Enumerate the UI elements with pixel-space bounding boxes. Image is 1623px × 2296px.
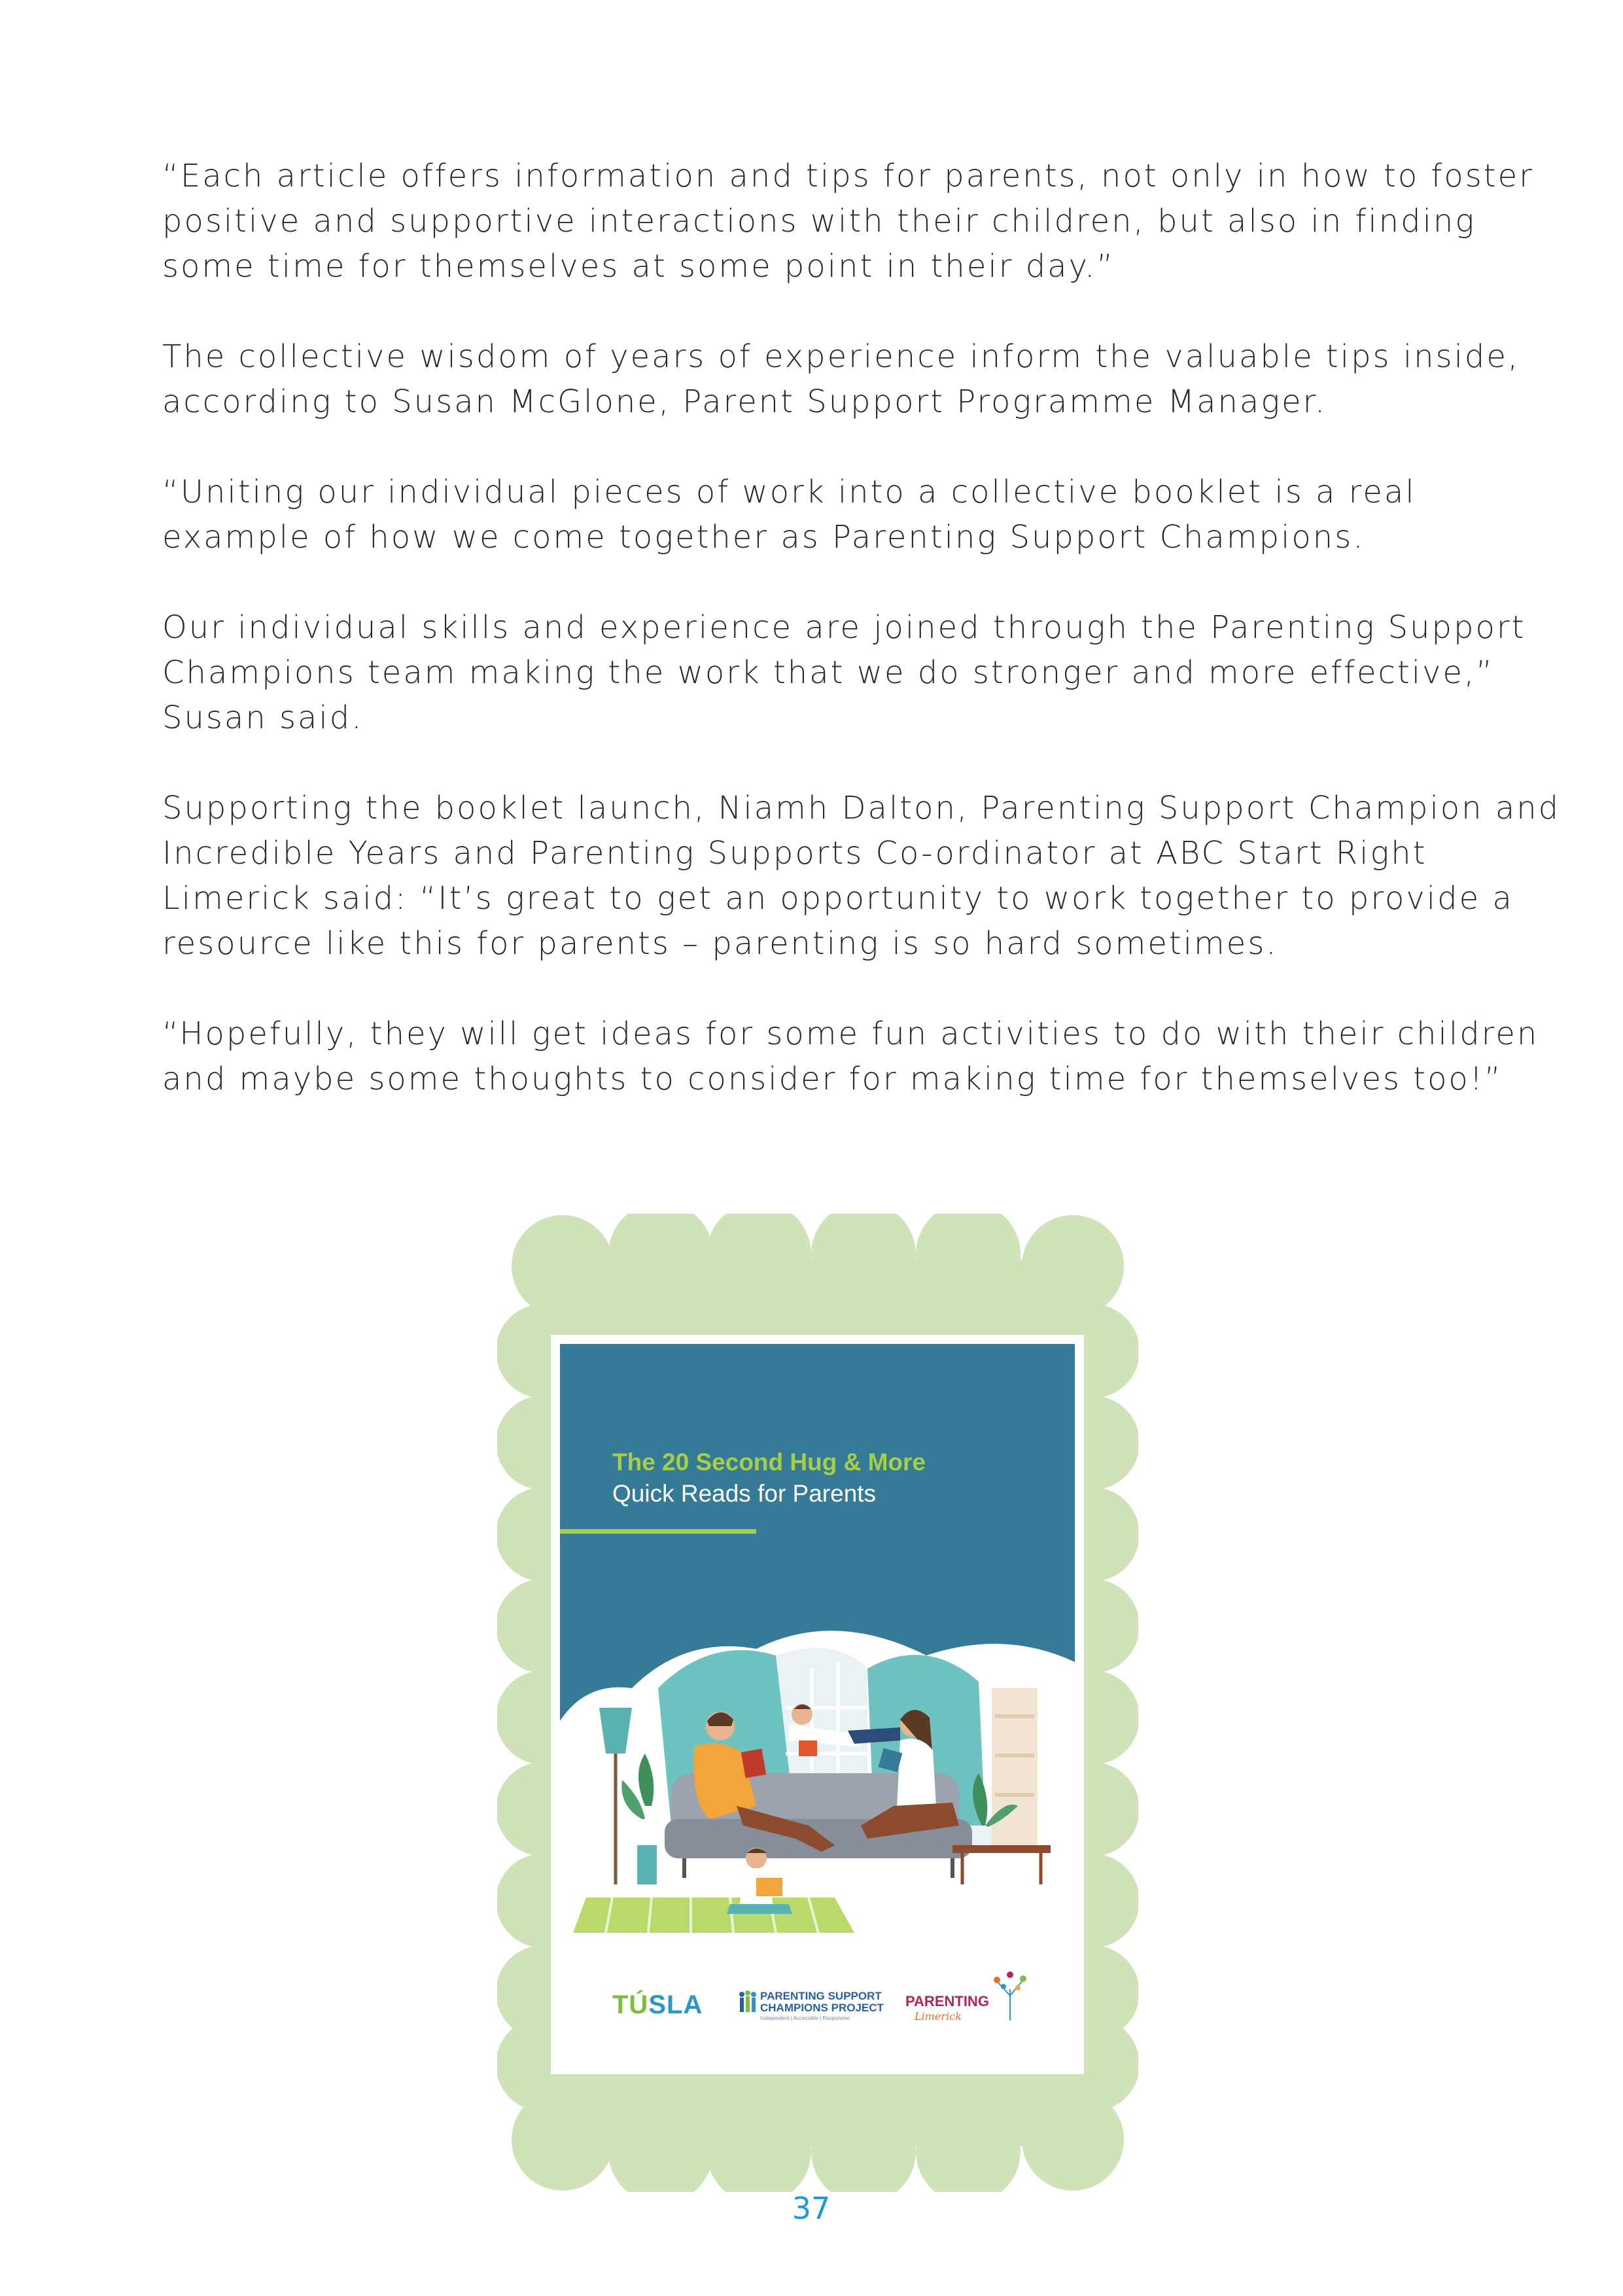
limerick-logo-text: Limerick <box>915 2010 962 2022</box>
text-line: Incredible Years and Parenting Supports Co-ordinator at ABC Start Right <box>162 835 1427 872</box>
text-line: “Hopefully, they will get ideas for some fun activities to do with their children <box>162 1016 1539 1052</box>
paragraph <box>162 786 1561 966</box>
text-line: example of how we come together as Parenting Support Champions. <box>162 519 1365 556</box>
paragraph <box>162 1012 1539 1102</box>
text-line: some time for themselves at some point in their day.” <box>162 248 1115 285</box>
flower-icon <box>984 1969 1036 2022</box>
booklet-cover <box>551 1335 1084 2074</box>
page-number: 37 <box>792 2191 831 2226</box>
text-line: The collective wisdom of years of experience inform the valuable tips inside, <box>162 338 1520 375</box>
text-line: “Uniting our individual pieces of work into a collective booklet is a real <box>162 474 1416 510</box>
psc-tagline: Independent | Accessible | Responsive <box>760 2015 850 2021</box>
text-line: Limerick said: “It’s great to get an opportunity to work together to provide a <box>162 880 1514 917</box>
text-line: Susan said. <box>162 699 364 736</box>
parenting-support-champions-logo <box>738 1990 884 2021</box>
text-line: Champions team making the work that we do stronger and more effective,” <box>162 654 1495 691</box>
people-icon <box>738 1990 758 2014</box>
paragraph <box>162 334 1520 425</box>
cover-title: The 20 Second Hug & More <box>612 1449 926 1475</box>
psc-line: PARENTING SUPPORT <box>760 1990 882 2002</box>
text-line: Supporting the booklet launch, Niamh Dalton, Parenting Support Champion and <box>162 790 1561 826</box>
psc-logo-text <box>760 1990 884 2014</box>
text-line: and maybe some thoughts to consider for making time for themselves too!” <box>162 1061 1503 1097</box>
tusla-logo-part: SLA <box>648 1990 703 2019</box>
cover-rule <box>560 1529 756 1534</box>
text-line: “Each article offers information and tips for parents, not only in how to foster <box>162 158 1534 194</box>
cover-subtitle: Quick Reads for Parents <box>612 1480 877 1507</box>
text-line: according to Susan McGlone, Parent Support Programme Manager. <box>162 383 1327 420</box>
logo-strip <box>560 1963 1075 2035</box>
family-reading-illustration <box>560 1610 1075 1937</box>
text-line: Our individual skills and experience are joined through the Parenting Support <box>162 609 1526 646</box>
psc-line: CHAMPIONS PROJECT <box>760 2002 884 2014</box>
parenting-logo-text: PARENTING <box>905 1993 989 2009</box>
text-line: positive and supportive interactions with their children, but also in finding <box>162 203 1476 239</box>
article-body <box>162 154 1561 1147</box>
paragraph <box>162 470 1484 560</box>
tusla-logo <box>612 1990 703 2020</box>
text-line: resource like this for parents – parenting is so hard sometimes. <box>162 925 1278 962</box>
paragraph <box>162 605 1526 741</box>
paragraph <box>162 154 1534 289</box>
tusla-logo-part: TÚ <box>612 1990 649 2019</box>
